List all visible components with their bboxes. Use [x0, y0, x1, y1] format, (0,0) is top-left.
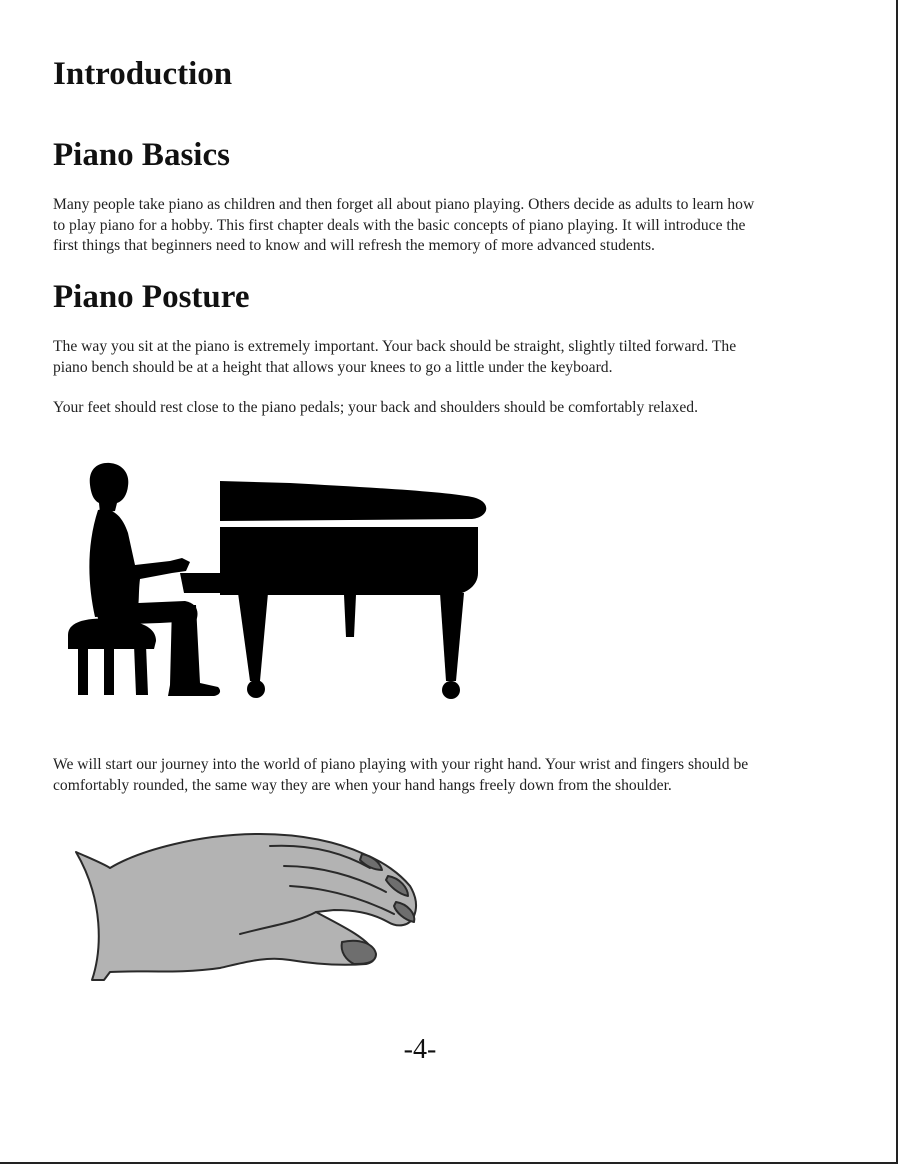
- piano-bench-leg: [78, 645, 88, 695]
- pianist-silhouette-illustration: [60, 455, 500, 710]
- paragraph-piano-basics: [53, 195, 853, 257]
- paragraph-line: The way you sit at the piano is extremely important. Your back should be straight, slightly tilted forward. The: [53, 338, 737, 355]
- pianist-torso: [89, 509, 190, 617]
- pianist-shin: [168, 605, 220, 696]
- paragraph-line: first things that beginners need to know and will refresh the memory of more advanced students.: [53, 237, 655, 254]
- paragraph-line: comfortably rounded, the same way they are when your hand hangs freely down from the shoulder.: [53, 776, 672, 794]
- paragraph-posture-1: [53, 337, 853, 378]
- paragraph-line: Many people take piano as children and then forget all about piano playing. Others decide as adults to learn how: [53, 196, 755, 213]
- piano-body: [220, 527, 478, 595]
- paragraph-right-hand: [53, 755, 853, 796]
- right-hand-illustration: [70, 830, 430, 985]
- paragraph-posture-2: [53, 398, 853, 419]
- heading-piano-basics: Piano Basics: [53, 137, 230, 173]
- piano-leg: [440, 593, 464, 681]
- pianist-head: [90, 463, 129, 513]
- piano-leg: [238, 593, 268, 681]
- paragraph-line: Your feet should rest close to the piano pedals; your back and shoulders should be comfortably relaxed.: [53, 399, 698, 416]
- piano-caster: [247, 680, 265, 698]
- page-number: -4-: [403, 1034, 437, 1065]
- piano-pedal-lyre: [344, 595, 356, 637]
- piano-keyboard: [180, 573, 222, 593]
- piano-bench-leg: [104, 645, 114, 695]
- heading-introduction: Introduction: [53, 56, 233, 92]
- piano-bench-leg: [134, 645, 148, 695]
- piano-caster: [442, 681, 460, 699]
- piano-lid: [220, 481, 486, 521]
- heading-piano-posture: Piano Posture: [53, 279, 250, 315]
- paragraph-line: We will start our journey into the world of piano playing with your right hand. Your wrist and fingers should be: [53, 756, 749, 773]
- paragraph-line: piano bench should be at a height that allows your knees to go a little under the keyboard.: [53, 358, 613, 376]
- paragraph-line: to play piano for a hobby. This first chapter deals with the basic concepts of piano playing. It will introduce the: [53, 216, 746, 234]
